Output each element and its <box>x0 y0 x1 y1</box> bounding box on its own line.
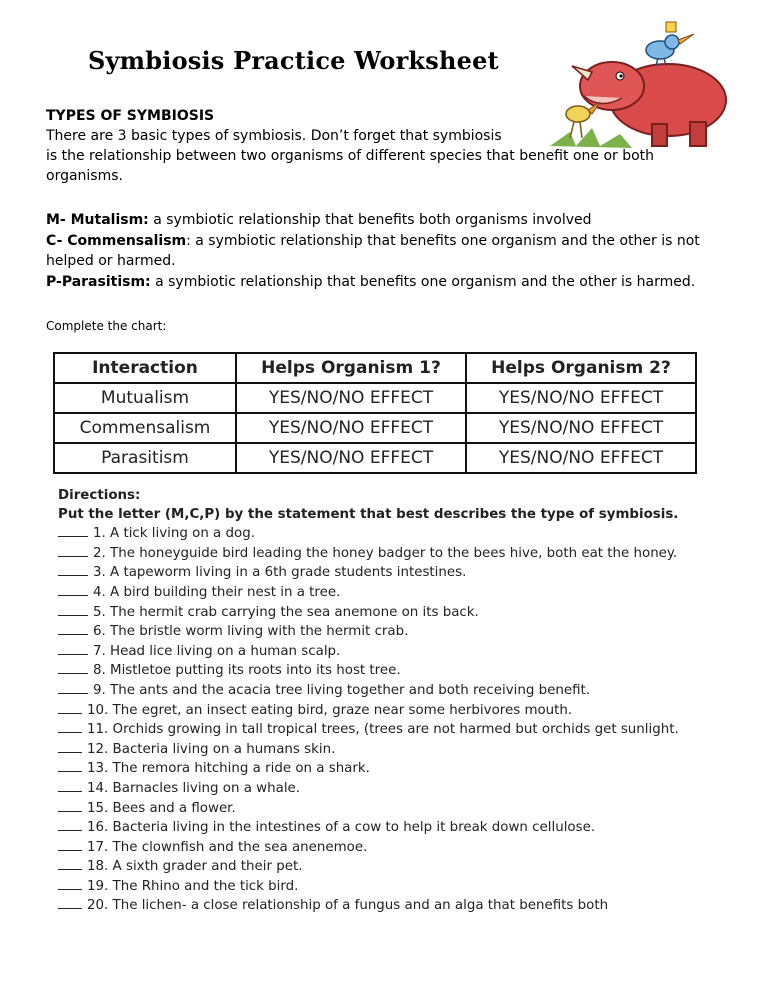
statement-text: 19. The Rhino and the tick bird. <box>87 878 299 894</box>
chart-header: Helps Organism 1? <box>236 353 466 383</box>
statement-text: 14. Barnacles living on a whale. <box>87 780 301 796</box>
worksheet-title: Symbiosis Practice Worksheet <box>88 46 499 75</box>
answer-blank[interactable] <box>58 622 88 635</box>
chart-header: Interaction <box>54 353 236 383</box>
statement-item <box>58 720 748 740</box>
answer-blank[interactable] <box>58 838 82 851</box>
interaction-chart <box>53 352 697 474</box>
statement-item <box>58 857 748 877</box>
statement-text: 8. Mistletoe putting its roots into its host tree. <box>93 663 401 679</box>
statement-text: 18. A sixth grader and their pet. <box>87 859 303 875</box>
definition-commensalism <box>46 231 736 272</box>
statement-item <box>58 583 748 603</box>
directions-instruction: Put the letter (M,C,P) by the statement that best describes the type of symbiosis. <box>58 506 679 522</box>
definition-text: a symbiotic relationship that benefits one organism and the other is harmed. <box>150 273 696 290</box>
chart-cell: YES/NO/NO EFFECT <box>236 413 466 443</box>
definition-parasitism <box>46 272 736 293</box>
statement-text: 13. The remora hitching a ride on a shark. <box>87 761 370 777</box>
statement-item <box>58 642 748 662</box>
answer-blank[interactable] <box>58 877 82 890</box>
definition-text: : a symbiotic relationship that benefits one organism and the other is not helped or harmed. <box>46 232 700 269</box>
statement-text: 9. The ants and the acacia tree living together and both receiving benefit. <box>93 682 591 698</box>
definition-mutualism <box>46 210 736 231</box>
definition-text: a symbiotic relationship that benefits both organisms involved <box>148 212 592 228</box>
answer-blank[interactable] <box>58 701 82 714</box>
chart-cell: YES/NO/NO EFFECT <box>466 443 696 473</box>
statement-item <box>58 759 748 779</box>
statement-item <box>58 740 748 760</box>
directions-heading: Directions: <box>58 488 141 503</box>
chart-cell: YES/NO/NO EFFECT <box>236 443 466 473</box>
statement-text: 7. Head lice living on a human scalp. <box>93 643 341 659</box>
chart-cell: YES/NO/NO EFFECT <box>466 413 696 443</box>
statement-text: 20. The lichen- a close relationship of a fungus and an alga that benefits both <box>87 898 609 914</box>
answer-blank[interactable] <box>58 896 82 909</box>
statement-item <box>58 544 748 564</box>
answer-blank[interactable] <box>58 524 88 537</box>
statement-item <box>58 799 748 819</box>
statement-text: 2. The honeyguide bird leading the honey badger to the bees hive, both eat the honey. <box>93 545 678 561</box>
chart-cell: Commensalism <box>54 413 236 443</box>
statement-text: 15. Bees and a flower. <box>87 800 236 816</box>
chart-row <box>54 443 696 473</box>
intro-line-1: There are 3 basic types of symbiosis. Don’t forget that symbiosis <box>46 128 502 144</box>
definition-term: C- Commensalism <box>46 232 187 249</box>
answer-blank[interactable] <box>58 818 82 831</box>
chart-row <box>54 413 696 443</box>
answer-blank[interactable] <box>58 759 82 772</box>
chart-row <box>54 383 696 413</box>
answer-blank[interactable] <box>58 779 82 792</box>
statement-text: 11. Orchids growing in tall tropical trees, (trees are not harmed but orchids get sunlight. <box>87 722 679 738</box>
statement-item <box>58 524 748 544</box>
statement-item <box>58 838 748 858</box>
chart-cell: YES/NO/NO EFFECT <box>466 383 696 413</box>
intro-section <box>46 106 726 186</box>
statement-item <box>58 681 748 701</box>
statement-list <box>58 524 748 916</box>
answer-blank[interactable] <box>58 720 82 733</box>
answer-blank[interactable] <box>58 583 88 596</box>
definitions <box>46 210 736 292</box>
chart-instruction: Complete the chart: <box>46 319 167 333</box>
answer-blank[interactable] <box>58 681 88 694</box>
statement-text: 6. The bristle worm living with the hermit crab. <box>93 624 409 640</box>
statement-text: 16. Bacteria living in the intestines of a cow to help it break down cellulose. <box>87 820 596 836</box>
statement-item <box>58 877 748 897</box>
statement-text: 1. A tick living on a dog. <box>93 526 255 542</box>
statement-item <box>58 563 748 583</box>
answer-blank[interactable] <box>58 544 88 557</box>
answer-blank[interactable] <box>58 799 82 812</box>
answer-blank[interactable] <box>58 857 82 870</box>
answer-blank[interactable] <box>58 740 82 753</box>
statement-item <box>58 701 748 721</box>
statement-item <box>58 896 748 916</box>
chart-header: Helps Organism 2? <box>466 353 696 383</box>
definition-term: P-Parasitism: <box>46 273 151 290</box>
statement-item <box>58 818 748 838</box>
answer-blank[interactable] <box>58 661 88 674</box>
statement-text: 4. A bird building their nest in a tree. <box>93 584 341 600</box>
statement-text: 17. The clownfish and the sea anenemoe. <box>87 839 368 855</box>
answer-blank[interactable] <box>58 603 88 616</box>
answer-blank[interactable] <box>58 563 88 576</box>
chart-cell: YES/NO/NO EFFECT <box>236 383 466 413</box>
statement-item <box>58 661 748 681</box>
statement-text: 5. The hermit crab carrying the sea anemone on its back. <box>93 604 479 620</box>
statement-text: 12. Bacteria living on a humans skin. <box>87 741 336 757</box>
directions-section <box>58 487 748 916</box>
definition-term: M- Mutalism: <box>46 212 149 228</box>
chart-cell: Parasitism <box>54 443 236 473</box>
intro-line-2: is the relationship between two organisms of different species that benefit one or both organisms. <box>46 148 655 184</box>
statement-item <box>58 622 748 642</box>
statement-item <box>58 603 748 623</box>
statement-text: 10. The egret, an insect eating bird, graze near some herbivores mouth. <box>87 702 573 718</box>
chart-cell: Mutualism <box>54 383 236 413</box>
intro-heading: TYPES OF SYMBIOSIS <box>46 108 215 124</box>
statement-text: 3. A tapeworm living in a 6th grade students intestines. <box>93 565 467 581</box>
statement-item <box>58 779 748 799</box>
answer-blank[interactable] <box>58 642 88 655</box>
chart-header-row <box>54 353 696 383</box>
